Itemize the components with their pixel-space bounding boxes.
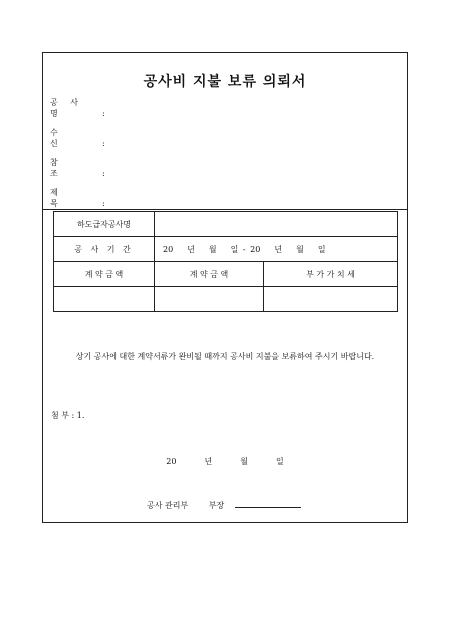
document-title: 공사비 지불 보류 의뢰서	[143, 74, 307, 90]
table-row	[54, 237, 398, 262]
field-reference: 참 조 :	[50, 158, 105, 178]
vat-cell[interactable]	[264, 287, 398, 312]
contract-amount-cell[interactable]	[54, 287, 155, 312]
contract-table	[53, 211, 398, 312]
field-label: 수 신	[50, 128, 82, 148]
signature-blank[interactable]	[235, 499, 301, 508]
signature-dept: 공사 관리부	[147, 501, 189, 510]
table-row	[54, 287, 398, 312]
field-label: 공 사 명	[50, 98, 83, 118]
document-frame	[42, 52, 408, 523]
date-line: 20 년 월 일	[166, 457, 284, 466]
table-row	[54, 212, 398, 237]
field-project-name: 공 사 명 :	[50, 98, 105, 118]
field-label: 제 목	[50, 188, 82, 208]
contract-amount-header: 계 약 금 액	[54, 262, 155, 287]
attachment-line: 첨 부 : 1.	[51, 411, 85, 420]
field-label: 참 조	[50, 158, 82, 178]
period-value[interactable]: 20 년 월 일 - 20 년 월 일	[155, 237, 398, 262]
header-divider	[43, 209, 407, 210]
field-subject: 제 목 :	[50, 188, 105, 208]
body-text: 상기 공사에 대한 계약서류가 완비될 때까지 공사비 지불을 보류하여 주시기 바랍니다.	[75, 352, 375, 361]
table-row	[54, 262, 398, 287]
field-recipient: 수 신 :	[50, 128, 105, 148]
period-label: 공 사 기 간	[54, 237, 155, 262]
signature-title: 부장	[208, 501, 225, 510]
signature-line	[147, 499, 301, 511]
contract-amount-header-2: 계 약 금 액	[155, 262, 264, 287]
subcontract-name-label: 하도급자공사명	[54, 212, 155, 237]
subcontract-name-value[interactable]	[155, 212, 398, 237]
vat-header: 부 가 가 치 세	[264, 262, 398, 287]
contract-amount-cell-2[interactable]	[155, 287, 264, 312]
